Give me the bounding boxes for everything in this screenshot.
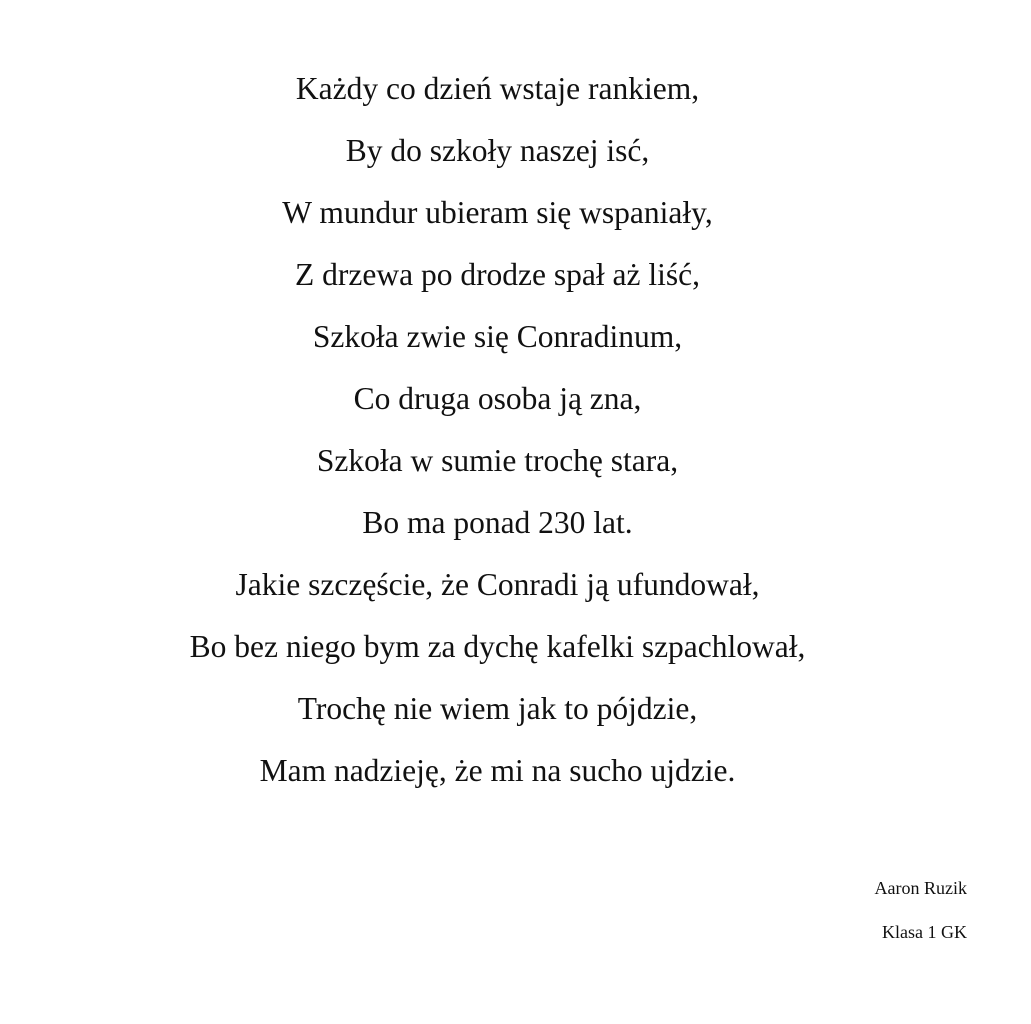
poem-line: Szkoła zwie się Conradinum,	[312, 319, 683, 354]
signature-block	[875, 866, 967, 954]
poem-line: Szkoła w sumie trochę stara,	[316, 443, 679, 478]
author-name: Aaron Ruzik	[874, 878, 967, 898]
poem-line: Trochę nie wiem jak to pójdzie,	[297, 691, 698, 726]
poem-line: Bo bez niego bym za dychę kafelki szpachlował,	[189, 629, 806, 664]
poem-line: Mam nadzieję, że mi na sucho ujdzie.	[259, 753, 736, 788]
poem-body	[0, 58, 995, 802]
class-label: Klasa 1 GK	[882, 922, 967, 942]
poem-line: Jakie szczęście, że Conradi ją ufundował,	[235, 567, 760, 602]
poem-line: Z drzewa po drodze spał aż liść,	[295, 257, 700, 292]
poem-line: Każdy co dzień wstaje rankiem,	[295, 71, 700, 106]
poem-line: W mundur ubieram się wspaniały,	[282, 195, 713, 230]
poem-line: By do szkoły naszej isć,	[345, 133, 650, 168]
poem-line: Bo ma ponad 230 lat.	[362, 505, 633, 540]
poem-line: Co druga osoba ją zna,	[353, 381, 642, 416]
